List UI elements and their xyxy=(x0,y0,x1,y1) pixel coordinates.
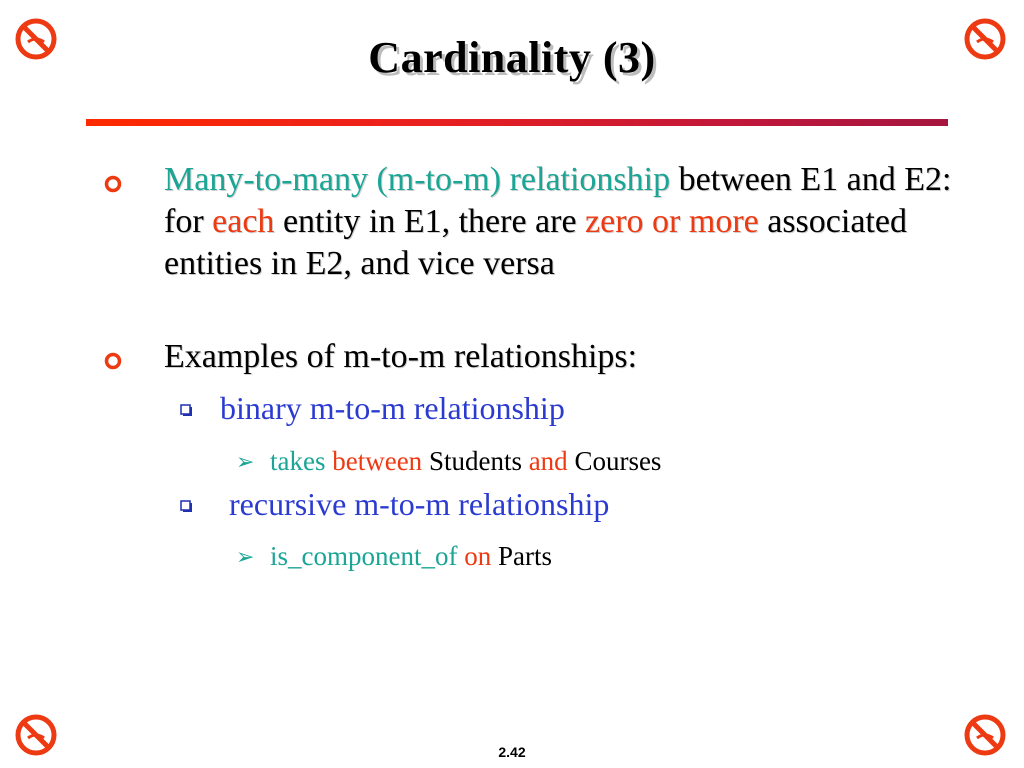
arrowhead-bullet-icon: ➢ xyxy=(236,545,255,570)
connector-word: on xyxy=(457,541,498,571)
relationship-name: is_component_of xyxy=(270,541,458,571)
bullet-examples xyxy=(104,336,974,378)
hollow-square-bullet-icon xyxy=(180,404,192,416)
page-number: 2.42 xyxy=(498,744,526,760)
arrowhead-bullet-icon: ➢ xyxy=(236,450,255,475)
example-takes xyxy=(236,445,661,477)
hollow-circle-bullet-icon xyxy=(104,175,122,193)
term-many-to-many: Many-to-many (m-to-m) relationship xyxy=(164,161,671,198)
example-text xyxy=(270,445,661,477)
sub-item-binary xyxy=(180,389,565,427)
entity-name: Parts xyxy=(497,541,552,571)
text-associated-entities: associated entities in E2, and vice versa xyxy=(164,203,907,282)
text-entity-in-e1: entity in E1, there are xyxy=(274,203,586,240)
entity-name: Students xyxy=(428,446,522,476)
bullet-text xyxy=(164,159,974,285)
bullet-text: Examples of m-to-m relationships: xyxy=(164,338,638,375)
sub-item-text: recursive m-to-m relationship xyxy=(229,486,610,522)
hollow-circle-bullet-icon xyxy=(104,352,122,370)
emphasis-each: each xyxy=(212,203,275,240)
hollow-square-bullet-icon xyxy=(180,500,192,512)
emphasis-zero-or-more: zero or more xyxy=(585,203,759,240)
connector-word: between xyxy=(325,446,429,476)
bullet-many-to-many xyxy=(104,159,974,285)
slide-title: Cardinality (3) xyxy=(368,33,656,82)
title-divider xyxy=(86,119,948,126)
relationship-name: takes xyxy=(270,446,326,476)
text-between-e1-e2: between E1 and E2: for xyxy=(164,161,952,240)
connector-word: and xyxy=(521,446,575,476)
sub-item-recursive xyxy=(180,485,609,523)
example-is-component-of xyxy=(236,540,552,572)
sub-item-text: binary m-to-m relationship xyxy=(220,390,565,426)
entity-name: Courses xyxy=(574,446,662,476)
example-text xyxy=(270,540,552,572)
